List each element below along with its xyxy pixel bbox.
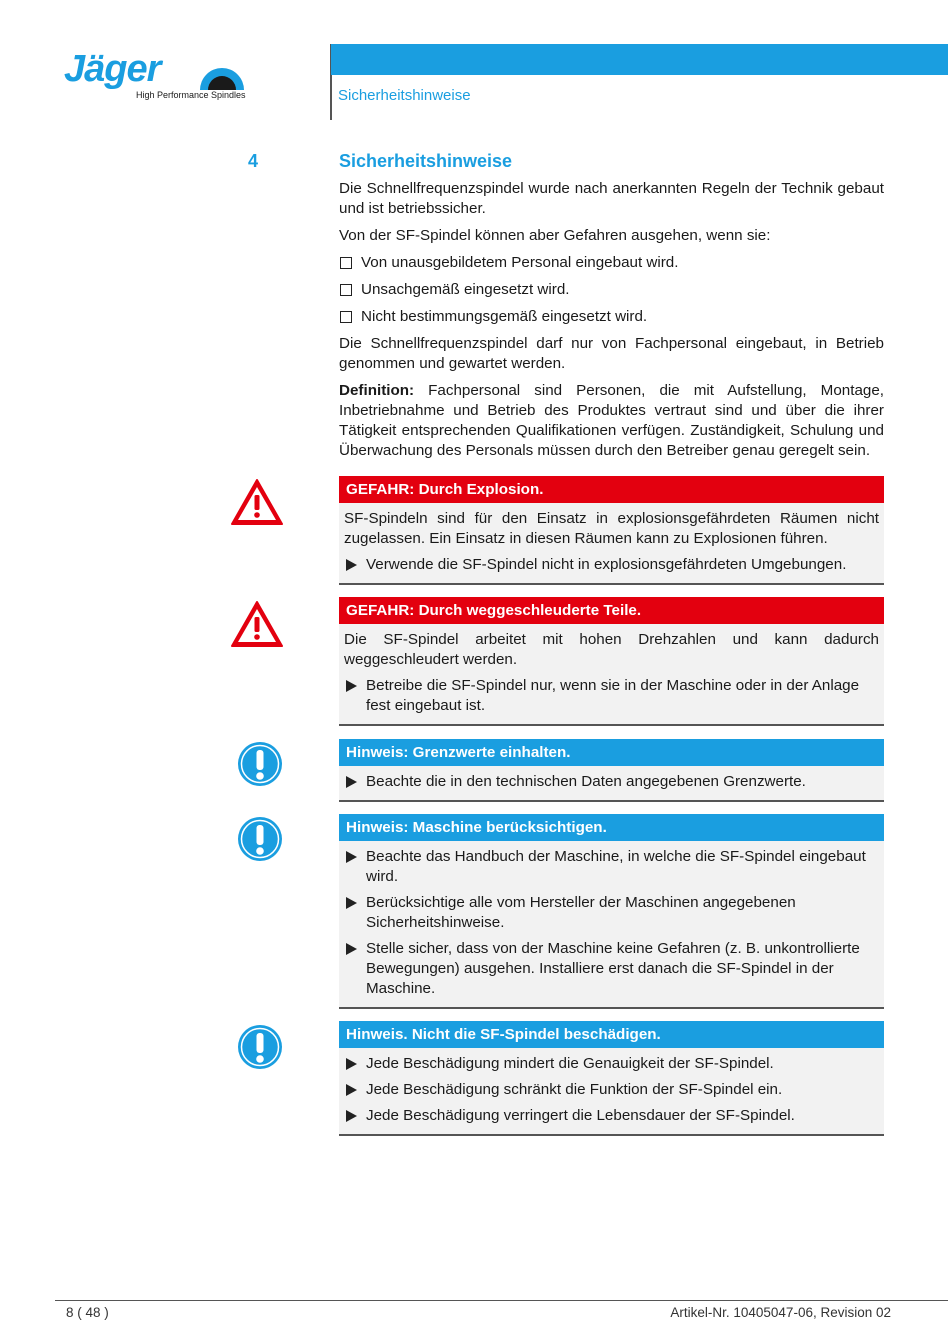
checklist-item: Unsachgemäß eingesetzt wird. (339, 280, 884, 300)
box-text: Die SF-Spindel arbeitet mit hohen Drehzahlen und kann dadurch weggeschleudert werden. (344, 631, 879, 668)
article-number: Artikel-Nr. 10405047-06, Revision 02 (670, 1305, 891, 1320)
exclamation-circle-icon (237, 1024, 283, 1070)
logo-tagline: High Performance Spindles (136, 90, 246, 100)
arrow-right-icon (346, 559, 357, 571)
instruction-item: Jede Beschädigung verringert die Lebensdauer der SF-Spindel. (344, 1106, 879, 1126)
arrow-right-icon (346, 897, 357, 909)
box-title: Hinweis: Grenzwerte einhalten. (339, 739, 884, 766)
instruction-item: Jede Beschädigung schränkt die Funktion der SF-Spindel ein. (344, 1080, 879, 1100)
instruction-item: Berücksichtige alle vom Hersteller der Maschinen angegebenen Sicherheitshinweise. (344, 893, 879, 933)
danger-box-ejected-parts (339, 597, 884, 726)
instruction-item: Jede Beschädigung mindert die Genauigkeit der SF-Spindel. (344, 1054, 879, 1074)
header-title: Sicherheitshinweise (338, 87, 471, 104)
warning-triangle-icon (230, 478, 284, 526)
checklist-item: Nicht bestimmungsgemäß eingesetzt wird. (339, 307, 884, 327)
exclamation-circle-icon (237, 816, 283, 862)
checkbox-icon (340, 284, 352, 296)
info-box-damage (339, 1021, 884, 1136)
intro-paragraph: Von der SF-Spindel können aber Gefahren ausgehen, wenn sie: (339, 227, 771, 244)
header-bar (331, 44, 948, 75)
instruction-item: Betreibe die SF-Spindel nur, wenn sie in der Maschine oder in der Anlage fest eingebaut ist. (344, 676, 879, 716)
instruction-item: Verwende die SF-Spindel nicht in explosionsgefährdeten Umgebungen. (344, 555, 879, 575)
intro-paragraph: Die Schnellfrequenzspindel wurde nach anerkannten Regeln der Technik gebaut und ist betriebssicher. (339, 180, 884, 217)
box-text: SF-Spindeln sind für den Einsatz in explosionsgefährdeten Räumen nicht zugelassen. Ein Einsatz in diesen Räumen kann zu Explosionen führen. (344, 510, 879, 547)
danger-box-explosion (339, 476, 884, 585)
info-box-machine (339, 814, 884, 1009)
section-title: Sicherheitshinweise (339, 151, 513, 171)
hazard-checklist (339, 253, 884, 327)
arrow-right-icon (346, 1084, 357, 1096)
footer-divider (55, 1300, 948, 1301)
arrow-right-icon (346, 1058, 357, 1070)
arrow-right-icon (346, 943, 357, 955)
logo-wordmark: Jäger (64, 48, 161, 90)
box-title: Hinweis. Nicht die SF-Spindel beschädigen. (339, 1021, 884, 1048)
box-title: GEFAHR: Durch weggeschleuderte Teile. (339, 597, 884, 624)
definition-text: Fachpersonal sind Personen, die mit Aufstellung, Montage, Inbetriebnahme und Betrieb des Produktes vertraut sind und über die ihrer Tätigkeit entsprechenden Qualifikationen verfügen. Zuständigkeit, Schulung und Überwachung des Personals müssen durch den Betreiber genau geregelt sein. (339, 382, 884, 459)
definition-paragraph (339, 381, 884, 461)
arrow-right-icon (346, 776, 357, 788)
exclamation-circle-icon (237, 741, 283, 787)
instruction-item: Beachte das Handbuch der Maschine, in welche die SF-Spindel eingebaut wird. (344, 847, 879, 887)
page-number: 8 ( 48 ) (66, 1305, 109, 1320)
definition-label: Definition: (339, 382, 415, 399)
arrow-right-icon (346, 680, 357, 692)
section-content (339, 179, 884, 468)
instruction-item: Stelle sicher, dass von der Maschine keine Gefahren (z. B. unkontrollierte Bewegungen) ausgehen. Installiere erst danach die SF-Spindel in der Maschine. (344, 939, 879, 999)
arrow-right-icon (346, 851, 357, 863)
checkbox-icon (340, 257, 352, 269)
arrow-right-icon (346, 1110, 357, 1122)
company-logo (64, 48, 254, 104)
checklist-item: Von unausgebildetem Personal eingebaut wird. (339, 253, 884, 273)
logo-arc-icon (198, 62, 246, 92)
section-number: 4 (248, 151, 259, 171)
checkbox-icon (340, 311, 352, 323)
body-paragraph: Die Schnellfrequenzspindel darf nur von Fachpersonal eingebaut, in Betrieb genommen und gewartet werden. (339, 335, 884, 372)
box-title: Hinweis: Maschine berücksichtigen. (339, 814, 884, 841)
box-title: GEFAHR: Durch Explosion. (339, 476, 884, 503)
info-box-limits (339, 739, 884, 802)
warning-triangle-icon (230, 600, 284, 648)
instruction-item: Beachte die in den technischen Daten angegebenen Grenzwerte. (344, 772, 879, 792)
